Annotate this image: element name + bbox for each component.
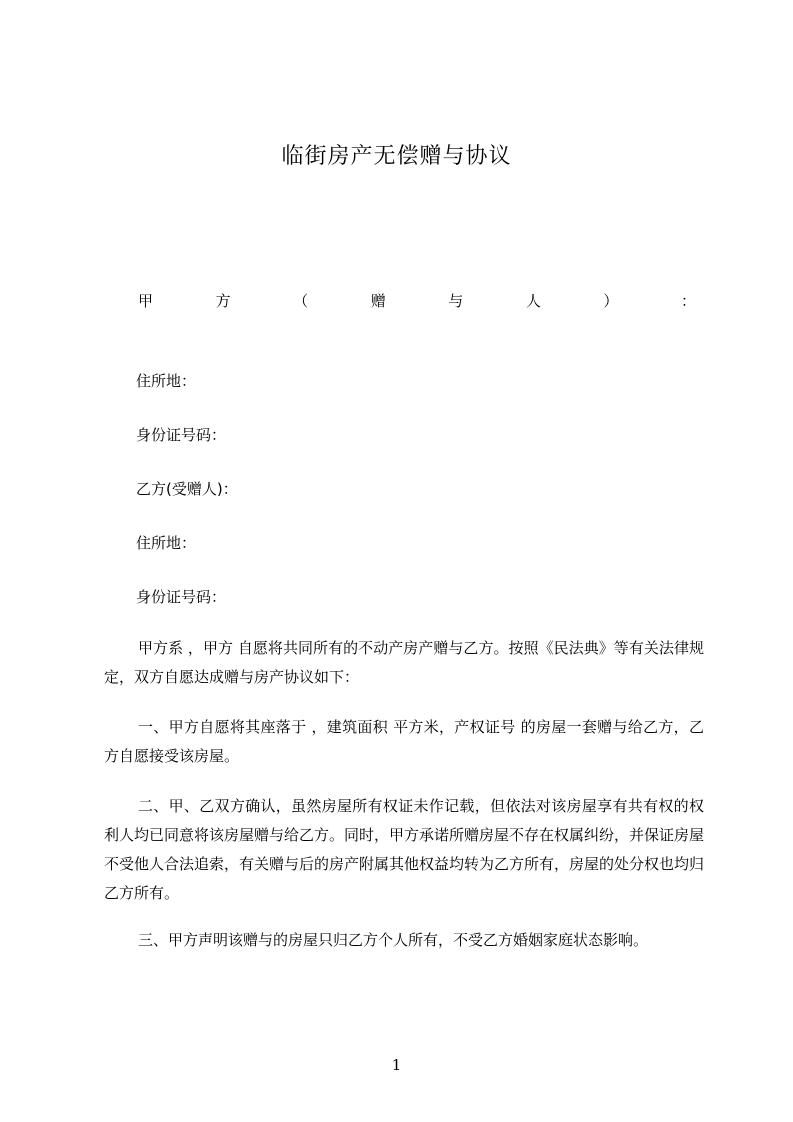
- party-a-id-field: 身份证号码：: [136, 426, 227, 444]
- clause-1-paragraph: 一、甲方自愿将其座落于 ，建筑面积 平方米，产权证号 的房屋一套赠与给乙方，乙方自愿接受该房屋。: [104, 718, 704, 765]
- party-a-label-char: 与: [448, 292, 464, 310]
- party-a-label-char: 人: [525, 292, 541, 310]
- party-a-label: [138, 290, 696, 312]
- document-title: 临街房产无偿赠与协议: [281, 144, 512, 169]
- party-a-label-char: 甲: [138, 292, 154, 310]
- party-a-label-char: ）: [603, 292, 619, 310]
- party-a-address-field: 住所地：: [136, 372, 197, 390]
- party-a-label-char: 方: [215, 292, 231, 310]
- party-b-address-field: 住所地：: [136, 534, 197, 552]
- page-number: 1: [391, 1056, 402, 1074]
- party-a-label-char: （: [293, 292, 309, 310]
- clause-3-paragraph: 三、甲方声明该赠与的房屋只归乙方个人所有，不受乙方婚姻家庭状态影响。: [138, 931, 649, 949]
- party-a-label-char: ：: [680, 292, 696, 310]
- party-b-id-field: 身份证号码：: [136, 588, 227, 606]
- party-a-label-char: 赠: [370, 292, 386, 310]
- party-b-field: 乙方(受赠人)：: [136, 480, 238, 498]
- clause-2-paragraph: 二、甲、乙双方确认，虽然房屋所有权证未作记载，但依法对该房屋享有共有权的权利人均已同意将该房屋赠与给乙方。同时，甲方承诺所赠房屋不存在权属纠纷，并保证房屋不受他人合法追索，有关赠与后的房产附属其他权益均转为乙方所有，房屋的处分权也均归乙方所有。: [104, 797, 705, 902]
- intro-paragraph: 甲方系 ，甲方 自愿将共同所有的不动产房产赠与乙方。按照《民法典》等有关法律规定，双方自愿达成赠与房产协议如下：: [104, 639, 704, 686]
